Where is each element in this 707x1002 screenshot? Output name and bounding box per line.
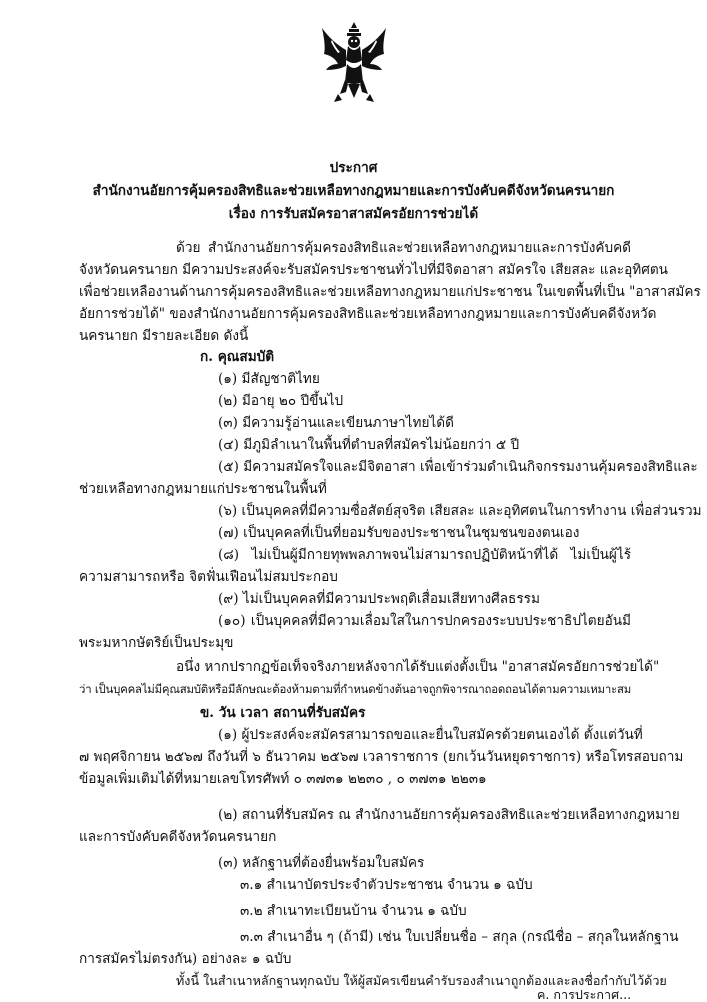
qualification-item-continued: ช่วยเหลือทางกฎหมายแก่ประชาชนในพื้นที่ bbox=[79, 481, 327, 497]
document-item: ๓.๑ สำเนาบัตรประจำตัวประชาชน จำนวน ๑ ฉบับ bbox=[240, 877, 533, 893]
continuation-marker: ค. การประกาศ... bbox=[537, 987, 632, 1002]
application-item: (๓) หลักฐานที่ต้องยื่นพร้อมใบสมัคร bbox=[218, 855, 425, 871]
note-line: ทั้งนี้ ในสำเนาหลักฐานทุกฉบับ ให้ผู้สมัครเขียนคำรับรองสำเนาถูกต้องและลงชื่อกำกับไว้ด้วย bbox=[176, 973, 667, 988]
qualification-item: (๔) มีภูมิลำเนาในพื้นที่ตำบลที่สมัครไม่น้อยกว่า ๕ ปี bbox=[218, 437, 520, 453]
announcement-heading: ประกาศ bbox=[329, 160, 378, 176]
note-line: ว่า เป็นบุคคลไม่มีคุณสมบัติหรือมีลักษณะต้องห้ามตามที่กำหนดข้างต้นอาจถูกพิจารณาถอดถอนได้ตามความเหมาะสม bbox=[79, 682, 632, 696]
qualification-item: (๗) เป็นบุคคลที่เป็นที่ยอมรับของประชาชนในชุมชนของตนเอง bbox=[218, 525, 580, 541]
application-item-continued: และการบังคับคดีจังหวัดนครนายก bbox=[79, 829, 277, 845]
application-item: (๑) ผู้ประสงค์จะสมัครสามารถขอและยื่นใบสมัครด้วยตนเองได้ ตั้งแต่วันที่ bbox=[218, 727, 643, 743]
intro-line: เพื่อช่วยเหลืองานด้านการคุ้มครองสิทธิและช่วยเหลือทางกฎหมายแก่ประชาชน ในเขตพื้นที่เป็น "อาสาสมัคร bbox=[79, 284, 701, 300]
qualification-item-continued: ความสามารถหรือ จิตฟั่นเฟือนไม่สมประกอบ bbox=[79, 569, 338, 585]
office-title: สำนักงานอัยการคุ้มครองสิทธิและช่วยเหลือทางกฎหมายและการบังคับคดีจังหวัดนครนายก bbox=[92, 183, 615, 199]
qualification-item: (๖) เป็นบุคคลที่มีความซื่อสัตย์สุจริต เสียสละ และอุทิศตนในการทำงาน เพื่อส่วนรวม bbox=[218, 503, 702, 519]
intro-line: นครนายก มีรายละเอียด ดังนี้ bbox=[79, 328, 249, 344]
note-line: อนึ่ง หากปรากฏข้อเท็จจริงภายหลังจากได้รับแต่งตั้งเป็น "อาสาสมัครอัยการช่วยได้" bbox=[176, 659, 660, 675]
qualification-item: (๒) มีอายุ ๒๐ ปีขึ้นไป bbox=[218, 393, 344, 409]
qualification-item: (๓) มีความรู้อ่านและเขียนภาษาไทยได้ดี bbox=[218, 415, 454, 431]
qualification-item-continued: พระมหากษัตริย์เป็นประมุข bbox=[79, 635, 234, 651]
intro-line: อัยการช่วยได้" ของสำนักงานอัยการคุ้มครองสิทธิและช่วยเหลือทางกฎหมายและการบังคับคดีจังหวัด bbox=[79, 306, 657, 322]
application-item-continued: ๗ พฤศจิกายน ๒๕๖๗ ถึงวันที่ ๖ ธันวาคม ๒๕๖๗ เวลาราชการ (ยกเว้นวันหยุดราชการ) หรือโทรสอบถาม bbox=[79, 749, 684, 765]
section-a-heading: ก. คุณสมบัติ bbox=[200, 349, 275, 365]
intro-line: จังหวัดนครนายก มีความประสงค์จะรับสมัครประชาชนทั่วไปที่มีจิตอาสา สมัครใจ เสียสละ และอุทิศตน bbox=[79, 262, 668, 278]
qualification-item: (๑๐) เป็นบุคคลที่มีความเลื่อมใสในการปกครองระบบประชาธิปไตยอันมี bbox=[218, 613, 631, 629]
qualification-item: (๑) มีสัญชาติไทย bbox=[218, 371, 320, 387]
qualification-item: (๕) มีความสมัครใจและมีจิตอาสา เพื่อเข้าร่วมดำเนินกิจกรรมงานคุ้มครองสิทธิและ bbox=[218, 459, 698, 475]
subject-title: เรื่อง การรับสมัครอาสาสมัครอัยการช่วยได้ bbox=[228, 206, 479, 222]
document-item: ๓.๓ สำเนาอื่น ๆ (ถ้ามี) เช่น ใบเปลี่ยนชื่อ – สกุล (กรณีชื่อ – สกุลในหลักฐาน bbox=[240, 929, 679, 945]
section-b-heading: ข. วัน เวลา สถานที่รับสมัคร bbox=[200, 705, 366, 721]
qualification-item: (๙) ไม่เป็นบุคคลที่มีความประพฤติเสื่อมเสียทางศีลธรรม bbox=[218, 591, 540, 607]
intro-line: ด้วย สำนักงานอัยการคุ้มครองสิทธิและช่วยเหลือทางกฎหมายและการบังคับคดี bbox=[176, 240, 631, 256]
application-item: (๒) สถานที่รับสมัคร ณ สำนักงานอัยการคุ้มครองสิทธิและช่วยเหลือทางกฎหมาย bbox=[218, 807, 680, 823]
document-item-continued: การสมัครไม่ตรงกัน) อย่างละ ๑ ฉบับ bbox=[79, 951, 292, 967]
application-item-continued: ข้อมูลเพิ่มเติมได้ที่หมายเลขโทรศัพท์ ๐ ๓๗๓๑ ๒๒๓๐ , ๐ ๓๗๓๑ ๒๒๓๑ bbox=[79, 771, 487, 787]
garuda-emblem-icon bbox=[318, 20, 390, 108]
qualification-item: (๘) ไม่เป็นผู้มีกายทุพพลภาพจนไม่สามารถปฏิบัติหน้าที่ได้ ไม่เป็นผู้ไร้ bbox=[218, 547, 631, 563]
document-item: ๓.๒ สำเนาทะเบียนบ้าน จำนวน ๑ ฉบับ bbox=[240, 903, 467, 919]
